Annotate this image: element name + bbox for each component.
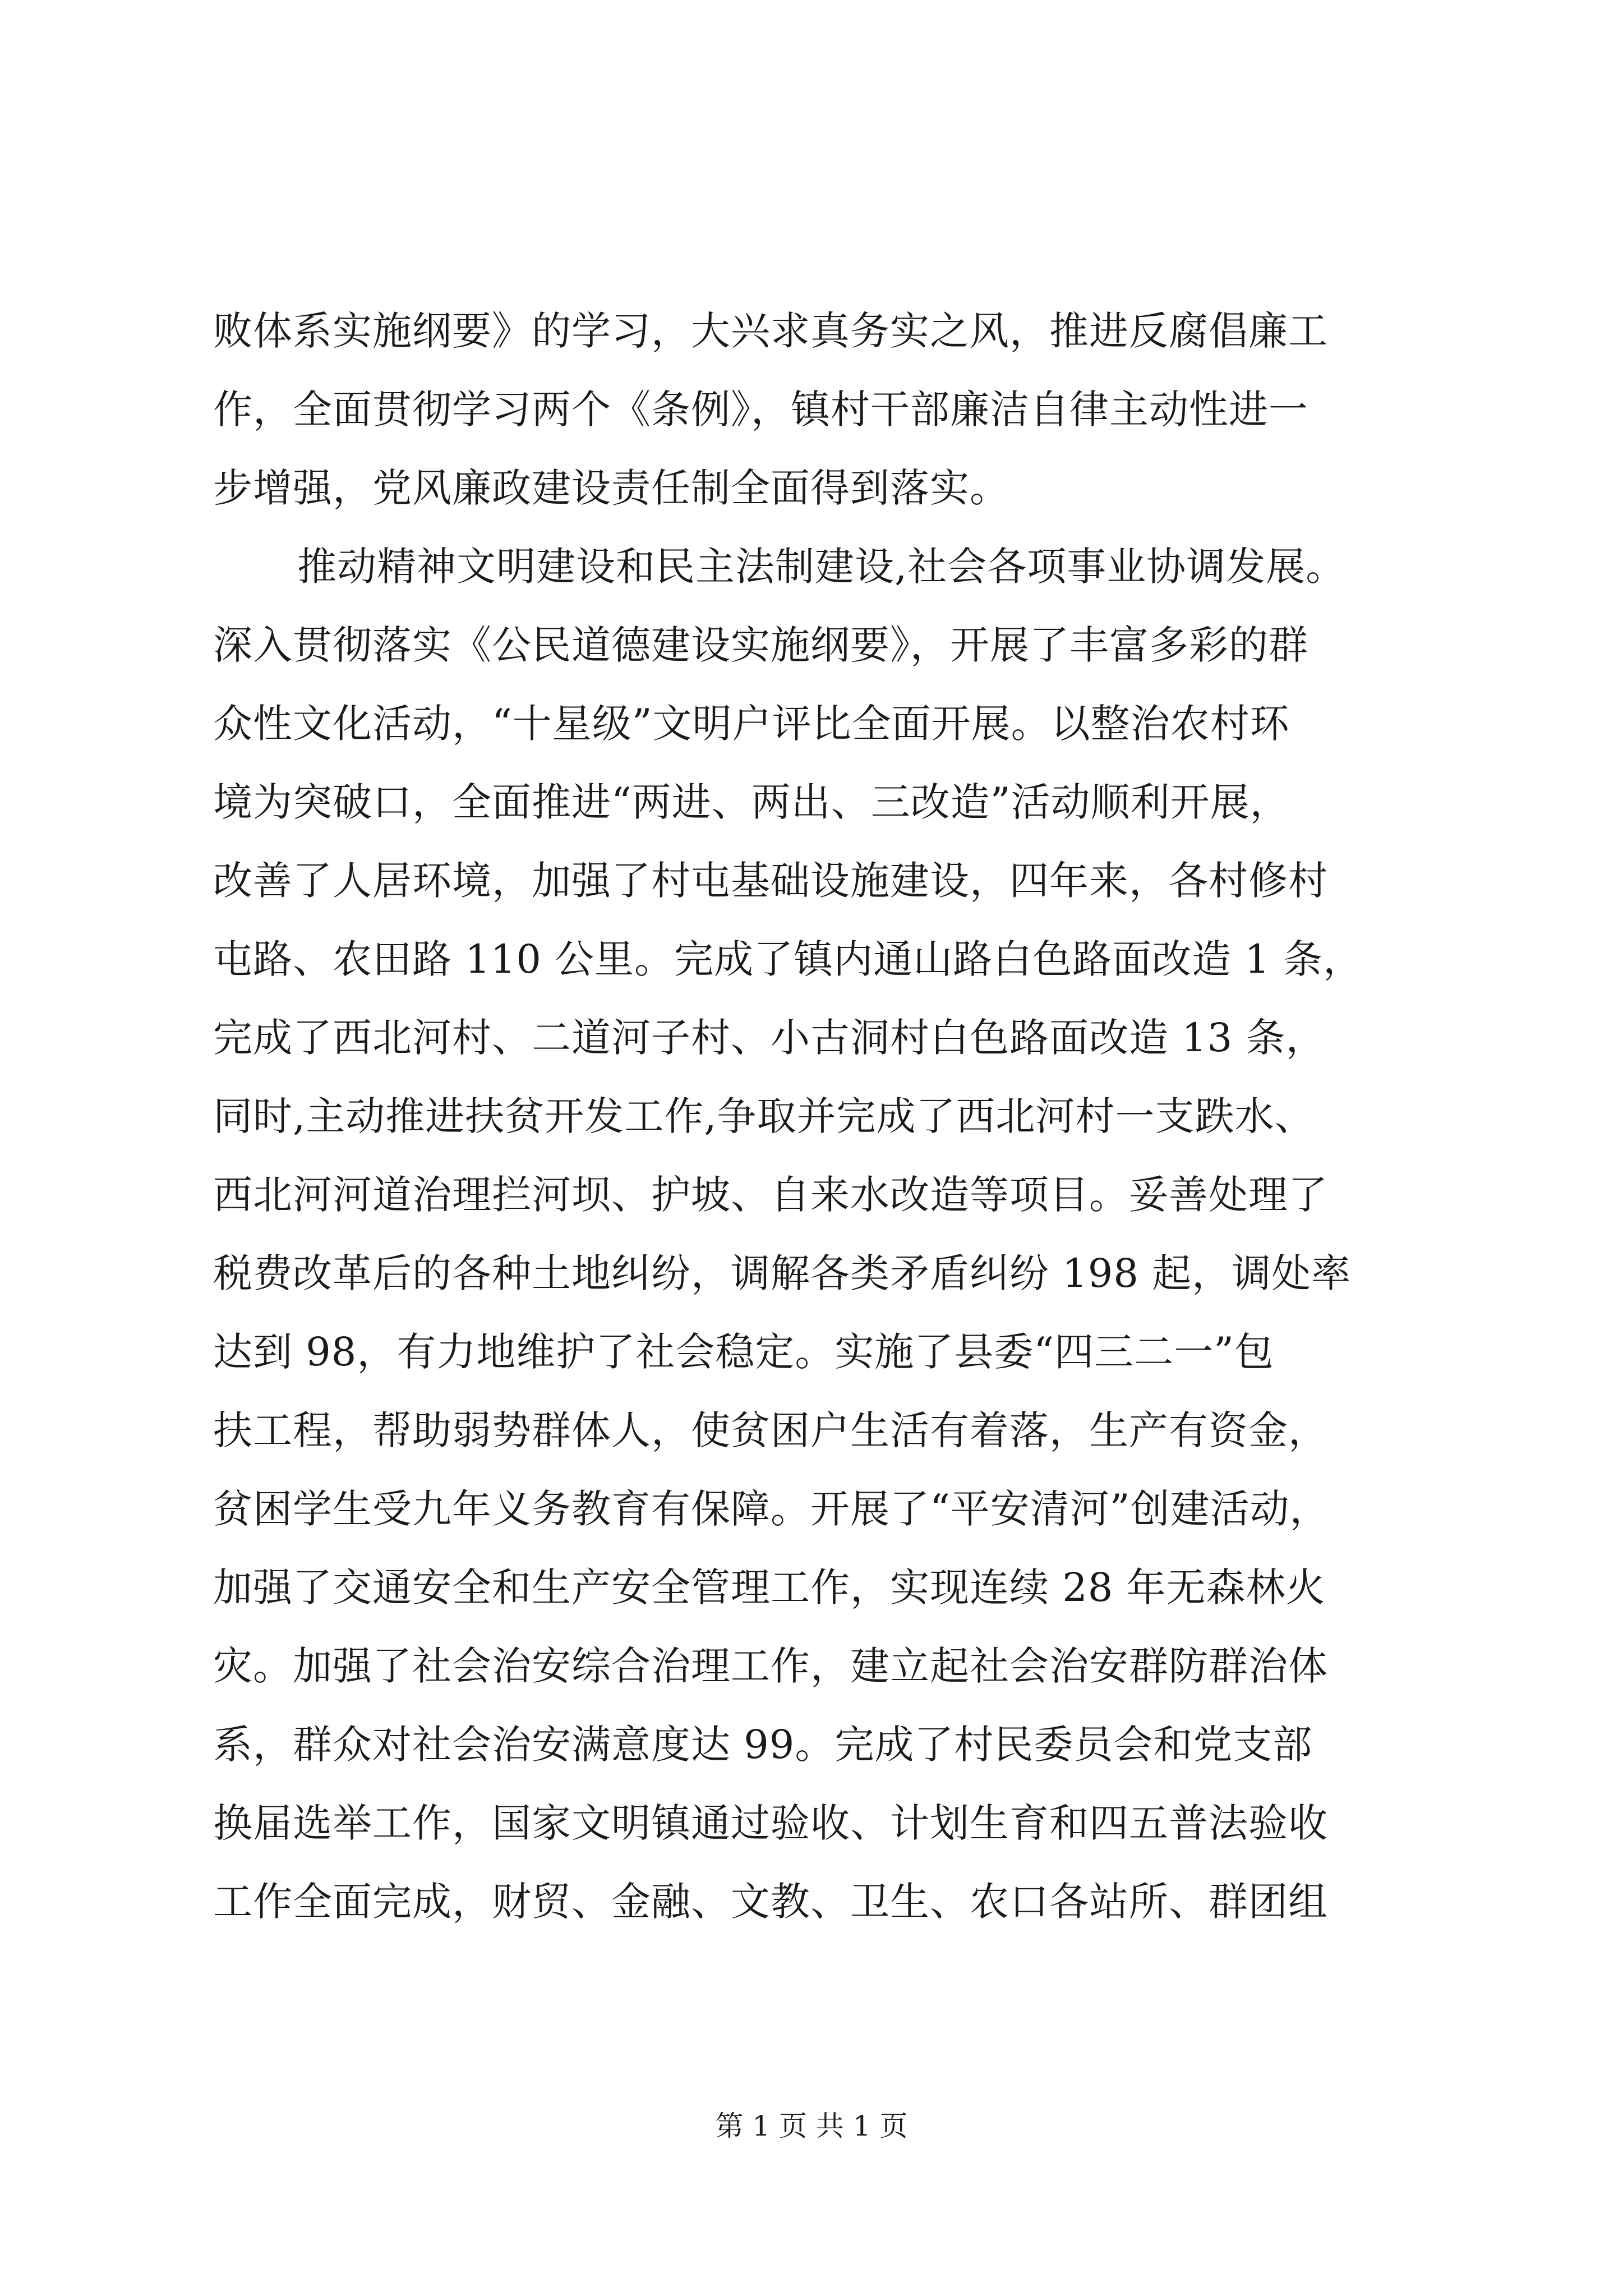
text-line: 改善了人居环境，加强了村屯基础设施建设，四年来，各村修村 [213,858,1328,904]
document-body [213,292,1447,1941]
text-line: 众性文化活动，“十星级”文明户评比全面开展。以整治农村环 [213,701,1290,747]
page-number: 第 1 页 共 1 页 [715,2110,908,2142]
text-line: 步增强，党风廉政建设责任制全面得到落实。 [213,465,1009,511]
text-line: 贫困学生受九年义务教育有保障。开展了“平安清河”创建活动， [213,1486,1330,1532]
text-line: 同时,主动推进扶贫开发工作,争取并完成了西北河村一支跌水、 [213,1093,1315,1139]
text-line: 完成了西北河村、二道河子村、小古洞村白色路面改造 13 条， [213,1015,1326,1061]
text-line: 工作全面完成，财贸、金融、文教、卫生、农口各站所、群团组 [213,1879,1328,1925]
text-line: 换届选举工作，国家文明镇通过验收、计划生育和四五普法验收 [213,1800,1328,1846]
text-line: 税费改革后的各种土地纠纷，调解各类矛盾纠纷 198 起，调处率 [213,1250,1352,1296]
text-line: 达到 98，有力地维护了社会稳定。实施了县委“四三二一”包 [213,1329,1274,1375]
text-line: 作，全面贯彻学习两个《条例》，镇村干部廉洁自律主动性进一 [213,386,1308,432]
text-line: 深入贯彻落实《公民道德建设实施纲要》，开展了丰富多彩的群 [213,622,1308,668]
text-line: 加强了交通安全和生产安全管理工作，实现连续 28 年无森林火 [213,1565,1326,1611]
text-line: 灾。加强了社会治安综合治理工作，建立起社会治安群防群治体 [213,1643,1328,1689]
page-footer [0,2106,1623,2146]
text-line: 境为突破口，全面推进“两进、两出、三改造”活动顺利开展， [213,779,1290,825]
text-line: 败体系实施纲要》的学习，大兴求真务实之风，推进反腐倡廉工 [213,308,1328,354]
text-line: 屯路、农田路 110 公里。完成了镇内通山路白色路面改造 1 条， [213,936,1363,982]
text-line: 扶工程，帮助弱势群体人，使贫困户生活有着落，生产有资金， [213,1407,1328,1453]
paragraph-first-line: 推动精神文明建设和民主法制建设,社会各项事业协调发展。 [297,544,1346,590]
text-line: 西北河河道治理拦河坝、护坡、自来水改造等项目。妥善处理了 [213,1172,1328,1218]
text-line: 系，群众对社会治安满意度达 99。完成了村民委员会和党支部 [213,1722,1313,1768]
